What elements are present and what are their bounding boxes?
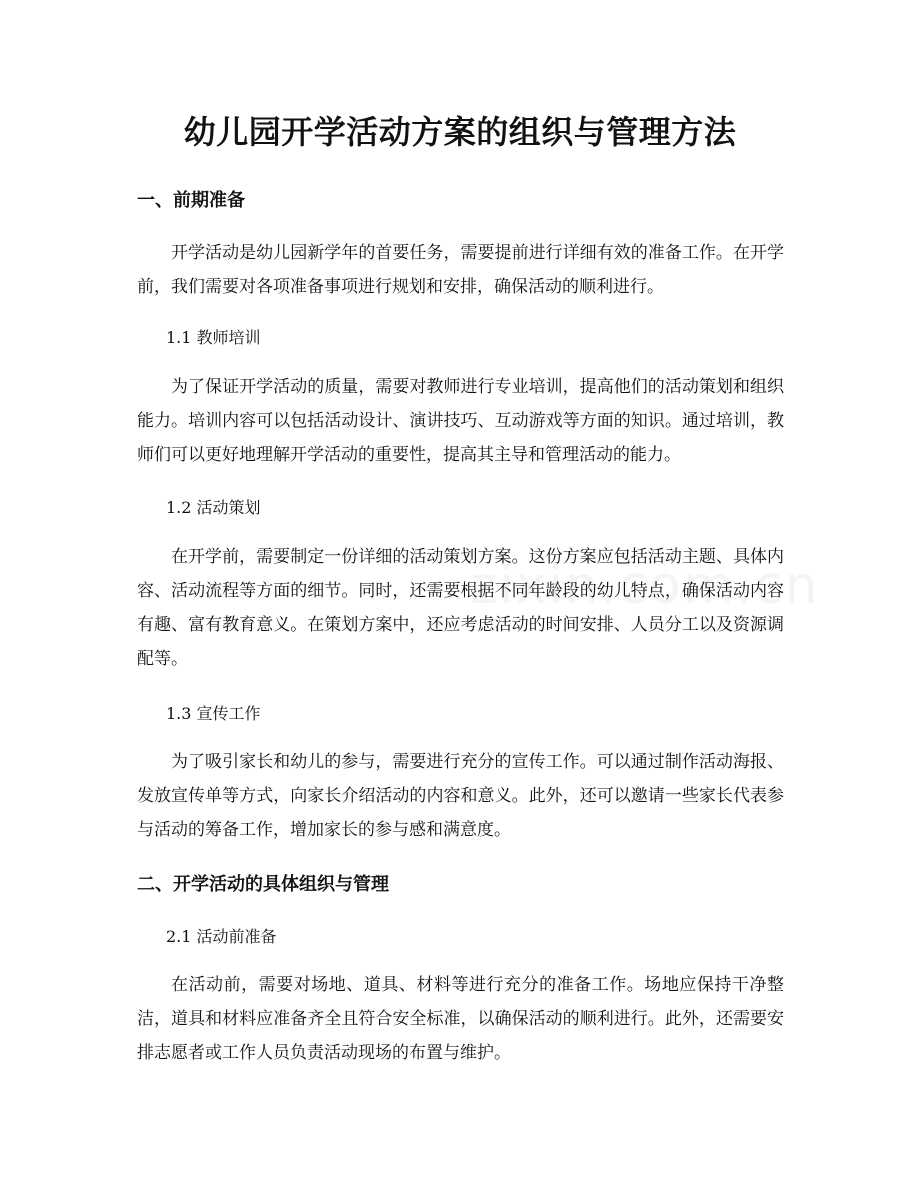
subheading-activity-planning: 1.2 活动策划 xyxy=(166,498,261,517)
subheading-teacher-training: 1.1 教师培训 xyxy=(166,328,261,347)
paragraph-teacher-training: 为了保证开学活动的质量，需要对教师进行专业培训，提高他们的活动策划和组织能力。培训内容可以包括活动设计、演讲技巧、互动游戏等方面的知识。通过培训，教师们可以更好地理解开学活动的重要性，提高其主导和管理活动的能力。 xyxy=(137,377,784,465)
paragraph-publicity: 为了吸引家长和幼儿的参与，需要进行充分的宣传工作。可以通过制作活动海报、发放宣传单等方式，向家长介绍活动的内容和意义。此外，还可以邀请一些家长代表参与活动的筹备工作，增加家长的参与感和满意度。 xyxy=(137,752,784,840)
document-title: 幼儿园开学活动方案的组织与管理方法 xyxy=(183,113,737,151)
section-heading-preparation: 一、前期准备 xyxy=(137,190,245,211)
paragraph-pre-activity: 在活动前，需要对场地、道具、材料等进行充分的准备工作。场地应保持干净整洁，道具和材料应准备齐全且符合安全标准，以确保活动的顺利进行。此外，还需要安排志愿者或工作人员负责活动现场的布置与维护。 xyxy=(137,975,784,1063)
section-heading-organization: 二、开学活动的具体组织与管理 xyxy=(137,874,389,895)
paragraph-intro: 开学活动是幼儿园新学年的首要任务，需要提前进行详细有效的准备工作。在开学前，我们需要对各项准备事项进行规划和安排，确保活动的顺利进行。 xyxy=(137,243,784,297)
paragraph-activity-planning: 在开学前，需要制定一份详细的活动策划方案。这份方案应包括活动主题、具体内容、活动流程等方面的细节。同时，还需要根据不同年龄段的幼儿特点，确保活动内容有趣、富有教育意义。在策划方案中，还应考虑活动的时间安排、人员分工以及资源调配等。 xyxy=(137,547,784,669)
subheading-publicity: 1.3 宣传工作 xyxy=(166,704,261,723)
subheading-pre-activity: 2.1 活动前准备 xyxy=(166,927,277,946)
